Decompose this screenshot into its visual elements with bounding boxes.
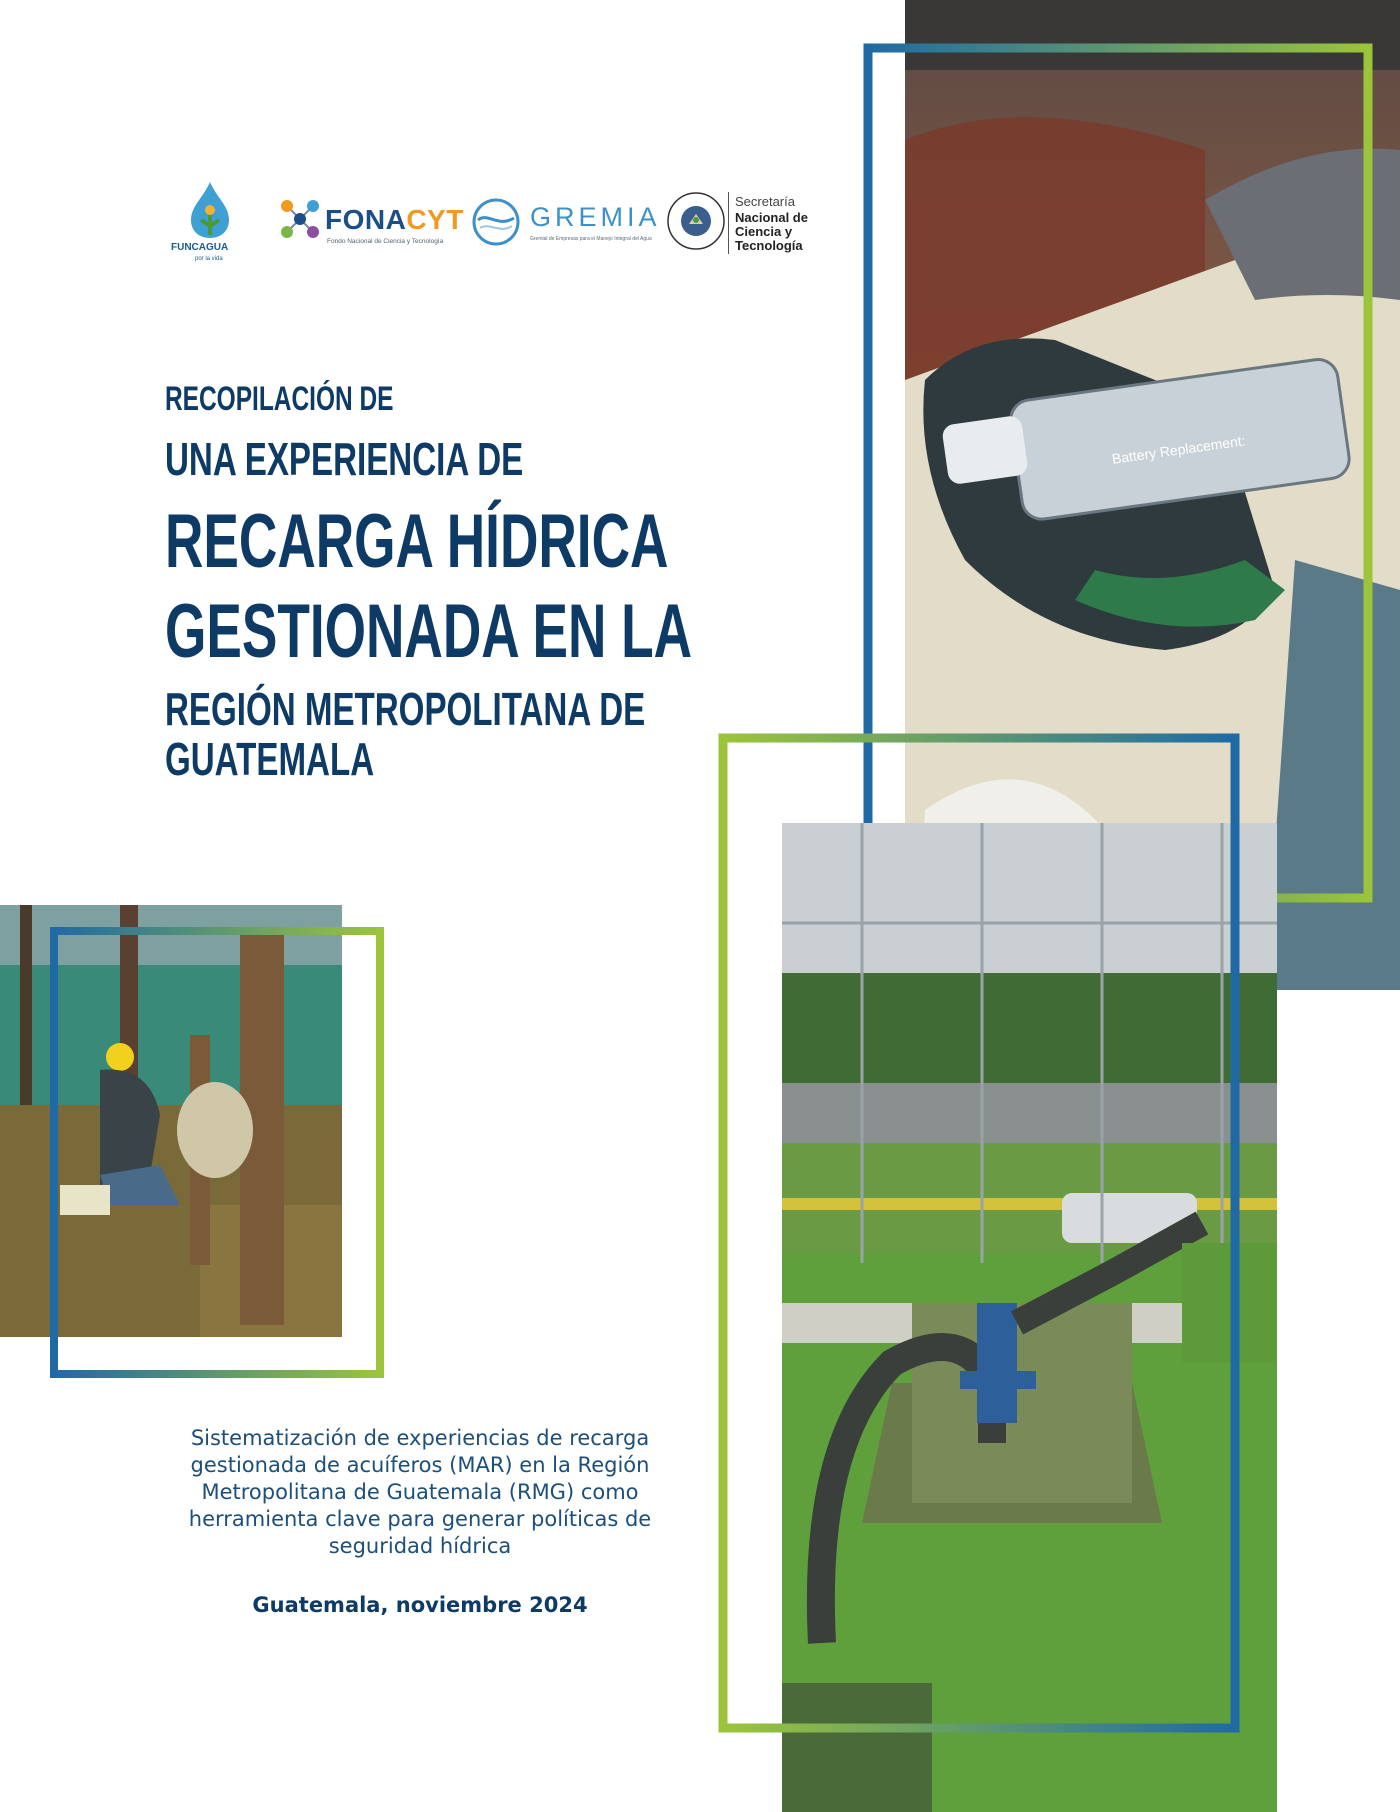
senacyt-divider	[728, 192, 729, 254]
senacyt-line2: Nacional de	[735, 210, 808, 225]
gremia-tagline: Gremial de Empresas para el Manejo Integral del Agua	[530, 236, 652, 242]
gremia-logo	[470, 180, 661, 270]
funcagua-name: FUNCAGUA	[171, 242, 229, 253]
bottom-photo-frame	[715, 730, 1245, 1740]
title-line-1: RECOPILACIÓN DE	[165, 380, 394, 418]
funcagua-logo	[165, 180, 255, 270]
device-label: Battery Replacement:	[1110, 432, 1247, 467]
senacyt-logo	[665, 180, 815, 270]
subtitle: Sistematización de experiencias de recarga gestionada de acuíferos (MAR) en la Región Metropolitana de Guatemala (RMG) como herramienta clave para generar políticas de seguridad hídrica	[188, 1426, 652, 1558]
water-drop-icon	[165, 180, 255, 242]
date-line: Guatemala, noviembre 2024	[252, 1593, 588, 1617]
title-line-6: GUATEMALA	[165, 733, 375, 785]
gremia-name: GREMIA	[530, 202, 661, 232]
fonacyt-name: FONACYT	[325, 204, 464, 235]
title-line-4: GESTIONADA EN LA	[165, 589, 693, 674]
title-line-2: UNA EXPERIENCIA DE	[165, 433, 524, 485]
guatemala-seal-icon	[665, 190, 727, 252]
senacyt-line1: Secretaría	[735, 194, 795, 209]
molecule-icon	[275, 194, 325, 244]
left-photo-frame	[48, 925, 388, 1380]
title-line-3: RECARGA HÍDRICA	[165, 499, 669, 584]
logo-row	[165, 180, 815, 270]
senacyt-line3: Ciencia y	[735, 224, 793, 239]
senacyt-line4: Tecnología	[735, 238, 803, 253]
wave-circle-icon	[470, 196, 522, 248]
fonacyt-tagline: Fondo Nacional de Ciencia y Tecnología	[327, 238, 444, 245]
fonacyt-logo	[275, 180, 464, 270]
title-line-5: REGIÓN METROPOLITANA DE	[165, 683, 646, 735]
funcagua-tagline: por la vida	[195, 256, 223, 262]
